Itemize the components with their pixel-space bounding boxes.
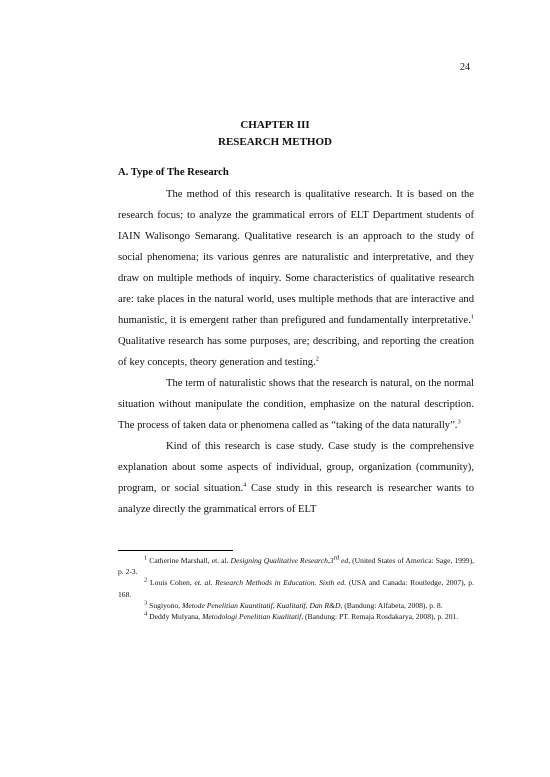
chapter-title: RESEARCH METHOD (218, 136, 332, 148)
footnote-marker: 4 (144, 610, 148, 618)
footnotes (118, 555, 474, 622)
italic-text: Metode Penelitian Kuantitatif, Kualitatif, Dan R&D, (182, 600, 343, 610)
section-heading: A. Type of The Research (118, 167, 229, 178)
text-segment: The method of this research is qualitative research. It is based on the research focus; to analyze the grammatical errors of ELT Department students of IAIN Walisongo Semarang. Qualitative research is an approach to the study of social phenomena; its various genres are naturalistic and interpretative, and they draw on multiple methods of inquiry. Some characteristics of qualitative research are: take places in the natural world, uses multiple methods that are interactive and humanistic, it is emergent rather than prefigured and fundamentally interpretative. (118, 189, 474, 326)
text-segment: The term of naturalistic shows that the research is natural, on the normal situation without manipulate the condition, emphasize on the natural description. The process of taken data or phenomena called as “taking of the data naturally”. (118, 378, 474, 431)
footnote-marker: 2 (144, 576, 148, 584)
text-segment: (United States of America: Sage, 1999), p. 2-3. (118, 556, 474, 577)
page-number: 24 (460, 62, 470, 73)
text-segment: Qualitative research has some purposes, are; describing, and reporting the creation of key concepts, theory generation and testing. (118, 336, 474, 368)
text-segment: Deddy Mulyana, (147, 612, 203, 622)
footnote-marker: 3 (144, 599, 148, 607)
paragraph (118, 373, 474, 436)
footnote-marker: 1 (470, 313, 474, 321)
footnote-marker: 3 (457, 418, 461, 426)
section-body (118, 162, 474, 520)
footnote-marker: 2 (315, 355, 319, 363)
text-segment: Catherine Marshall, et. al. (147, 556, 231, 565)
paragraph (118, 436, 474, 520)
footnote-marker: 1 (144, 554, 148, 562)
footnote (118, 611, 474, 622)
footnote (118, 577, 474, 599)
italic-text: ed, (339, 556, 351, 565)
text-segment: Kind of this research is case study. Case study is the comprehensive explanation about some aspects of individual, group, organization (community), program, or social situation. (118, 441, 474, 494)
text-segment: (Bandung: PT. Remaja Rosdakarya, 2008), p. 201. (303, 612, 459, 622)
footnote-divider (118, 550, 233, 551)
chapter-label: CHAPTER III (240, 119, 310, 131)
text-segment: (USA and Canada: Routledge, 2007), p. 168. (118, 578, 474, 599)
text-segment: Louis Cohen, (147, 578, 195, 588)
footnote-marker: 4 (243, 481, 247, 489)
footnote (118, 555, 474, 577)
text-segment: Case study in this research is researcher wants to analyze directly the grammatical errors of ELT (118, 483, 475, 515)
footnote-marker: rd (333, 554, 340, 562)
text-segment: Sugiyono, (147, 600, 183, 610)
italic-text: Designing Qualitative Research,3 (230, 556, 334, 565)
paragraph (118, 184, 474, 373)
italic-text: et. al. Research Methods in Education. Sixth ed. (194, 578, 347, 588)
text-segment: (Bandung: Alfabeta, 2008), p. 8. (342, 600, 443, 610)
footnote (118, 600, 474, 611)
italic-text: Metodologi Penelitian Kualitatif, (202, 612, 304, 622)
chapter-heading (0, 117, 550, 151)
